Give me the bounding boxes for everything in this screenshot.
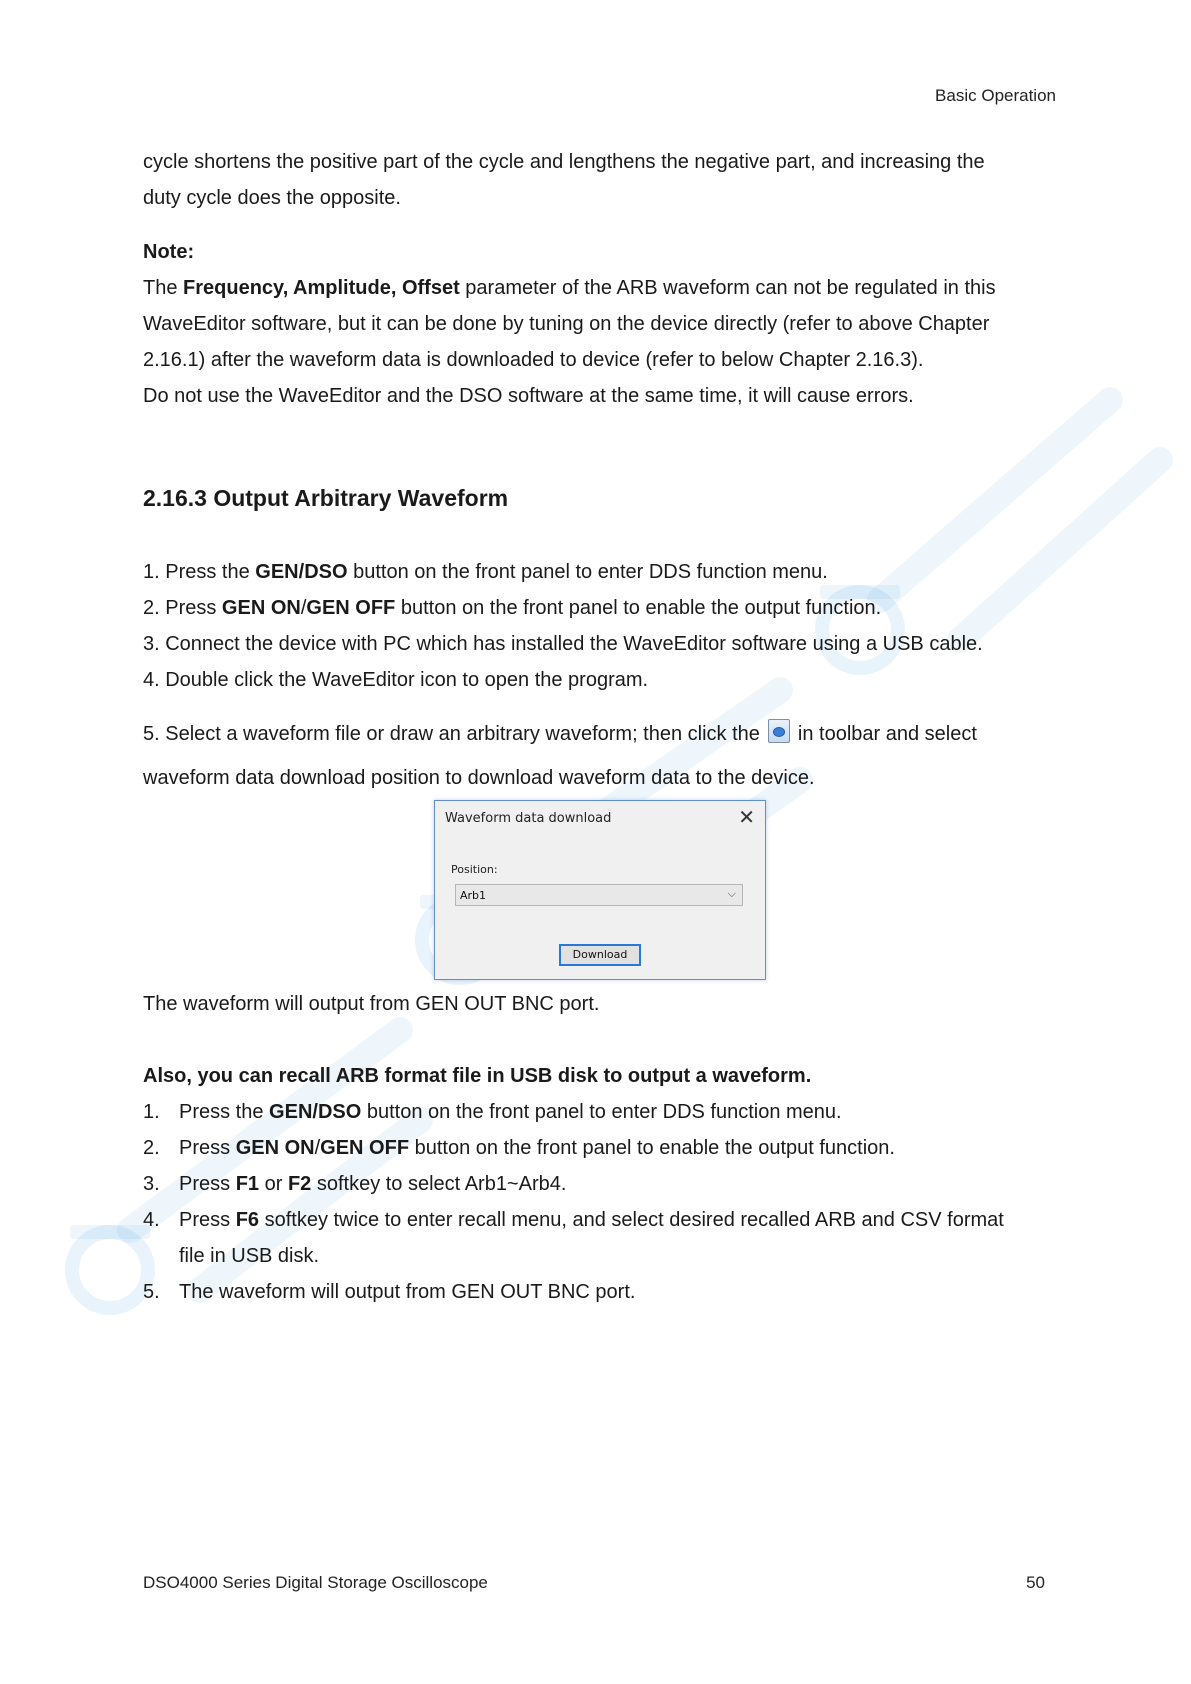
step-5-continued: waveform data download position to download waveform data to the device.: [143, 767, 815, 789]
step-1: 1. Press the GEN/DSO button on the front panel to enter DDS function menu.: [143, 561, 828, 583]
intro-line: duty cycle does the opposite.: [143, 187, 401, 209]
step-2: 2. Press GEN ON/GEN OFF button on the front panel to enable the output function.: [143, 597, 882, 619]
note-text: parameter of the ARB waveform can not be regulated in this: [459, 277, 996, 299]
close-icon[interactable]: ✕: [738, 805, 755, 829]
intro-line: cycle shortens the positive part of the cycle and lengthens the negative part, and increasing the: [143, 151, 985, 173]
note-params: Frequency, Amplitude, Offset: [183, 277, 460, 299]
dialog-title: Waveform data download: [445, 811, 612, 826]
recall-heading: Also, you can recall ARB format file in USB disk to output a waveform.: [143, 1065, 812, 1087]
note-label: Note:: [143, 241, 195, 263]
chevron-down-icon: ⌵: [727, 887, 736, 900]
note-line: [143, 270, 1063, 306]
intro-paragraph: [143, 144, 1063, 216]
note-block: [143, 234, 1063, 414]
step-5: 5. Select a waveform file or draw an arbitrary waveform; then click the in toolbar and select: [143, 716, 977, 752]
note-line: 2.16.1) after the waveform data is downloaded to device (refer to below Chapter 2.16.3).: [143, 349, 924, 371]
download-icon: [768, 719, 790, 743]
waveform-download-dialog: [434, 800, 766, 980]
note-line: Do not use the WaveEditor and the DSO software at the same time, it will cause errors.: [143, 385, 914, 407]
position-value: Arb1: [460, 889, 487, 902]
position-label: Position:: [451, 863, 498, 876]
download-button[interactable]: Download: [559, 944, 641, 966]
position-select[interactable]: [455, 884, 743, 906]
note-line: WaveEditor software, but it can be done by tuning on the device directly (refer to above Chapter: [143, 313, 990, 335]
running-header: Basic Operation: [935, 86, 1056, 105]
page-number: 50: [1026, 1573, 1045, 1592]
note-text: The: [143, 277, 184, 299]
step-4: 4. Double click the WaveEditor icon to open the program.: [143, 669, 649, 691]
step-3: 3. Connect the device with PC which has installed the WaveEditor software using a USB cable.: [143, 633, 983, 655]
output-note: The waveform will output from GEN OUT BNC port.: [143, 993, 600, 1015]
footer-title: DSO4000 Series Digital Storage Oscilloscope: [143, 1573, 488, 1592]
section-title: 2.16.3 Output Arbitrary Waveform: [143, 485, 509, 511]
